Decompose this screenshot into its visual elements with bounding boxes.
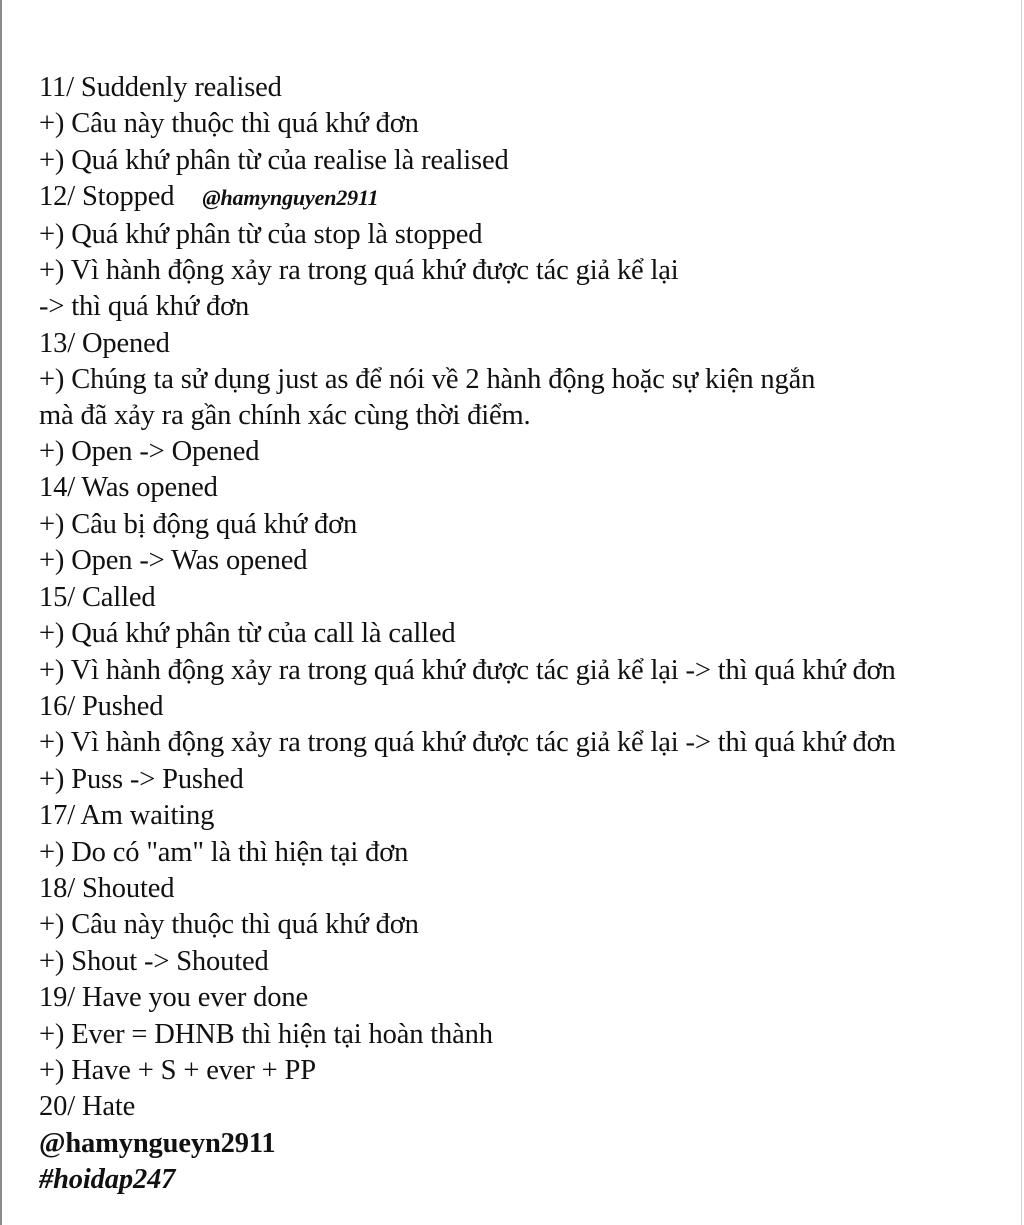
explanation-line: -> thì quá khứ đơn [39,291,250,323]
author-signature: @hamyngueyn2911 [39,1127,276,1159]
explanation-line: +) Câu này thuộc thì quá khứ đơn [39,108,419,140]
explanation-line: +) Vì hành động xảy ra trong quá khứ được tác giả kể lại [39,255,679,287]
answer-heading-19: 19/ Have you ever done [39,982,308,1014]
answer-heading-14: 14/ Was opened [39,472,218,504]
answer-heading-13: 13/ Opened [39,327,170,359]
answer-heading-12 [39,179,1014,216]
explanation-line-continued: mà đã xảy ra gần chính xác cùng thời điểm. [39,399,531,431]
answer-heading-20: 20/ Hate [39,1091,136,1123]
explanation-line: +) Shout -> Shouted [39,945,269,977]
explanation-line: +) Vì hành động xảy ra trong quá khứ được tác giả kể lại -> thì quá khứ đơn [39,654,896,686]
explanation-line: +) Chúng ta sử dụng just as để nói về 2 hành động hoặc sự kiện ngắn [39,364,816,396]
explanation-line: +) Open -> Opened [39,436,260,468]
answer-heading-16: 16/ Pushed [39,690,164,722]
explanation-line: +) Puss -> Pushed [39,763,244,795]
inline-author-tag: @hamynguyen2911 [202,185,379,211]
answer-heading-17: 17/ Am waiting [39,800,215,832]
explanation-line: +) Câu bị động quá khứ đơn [39,508,358,540]
explanation-line: +) Quá khứ phân từ của realise là realised [39,144,509,176]
answer-heading-15: 15/ Called [39,581,156,613]
explanation-line: +) Ever = DHNB thì hiện tại hoàn thành [39,1018,493,1050]
explanation-line: +) Câu này thuộc thì quá khứ đơn [39,909,419,941]
hashtag: #hoidap247 [39,1164,176,1196]
explanation-line: +) Do có "am" là thì hiện tại đơn [39,836,409,868]
answer-heading-11: 11/ Suddenly realised [39,72,282,103]
answer-heading-18: 18/ Shouted [39,872,175,904]
explanation-line: +) Vì hành động xảy ra trong quá khứ được tác giả kể lại -> thì quá khứ đơn [39,727,896,759]
explanation-line: +) Have + S + ever + PP [39,1054,316,1086]
document-body [39,70,1014,1199]
explanation-line: +) Quá khứ phân từ của call là called [39,618,456,650]
explanation-line: +) Quá khứ phân từ của stop là stopped [39,218,483,250]
explanation-line: +) Open -> Was opened [39,545,308,577]
answer-text: 12/ Stopped [39,181,175,213]
